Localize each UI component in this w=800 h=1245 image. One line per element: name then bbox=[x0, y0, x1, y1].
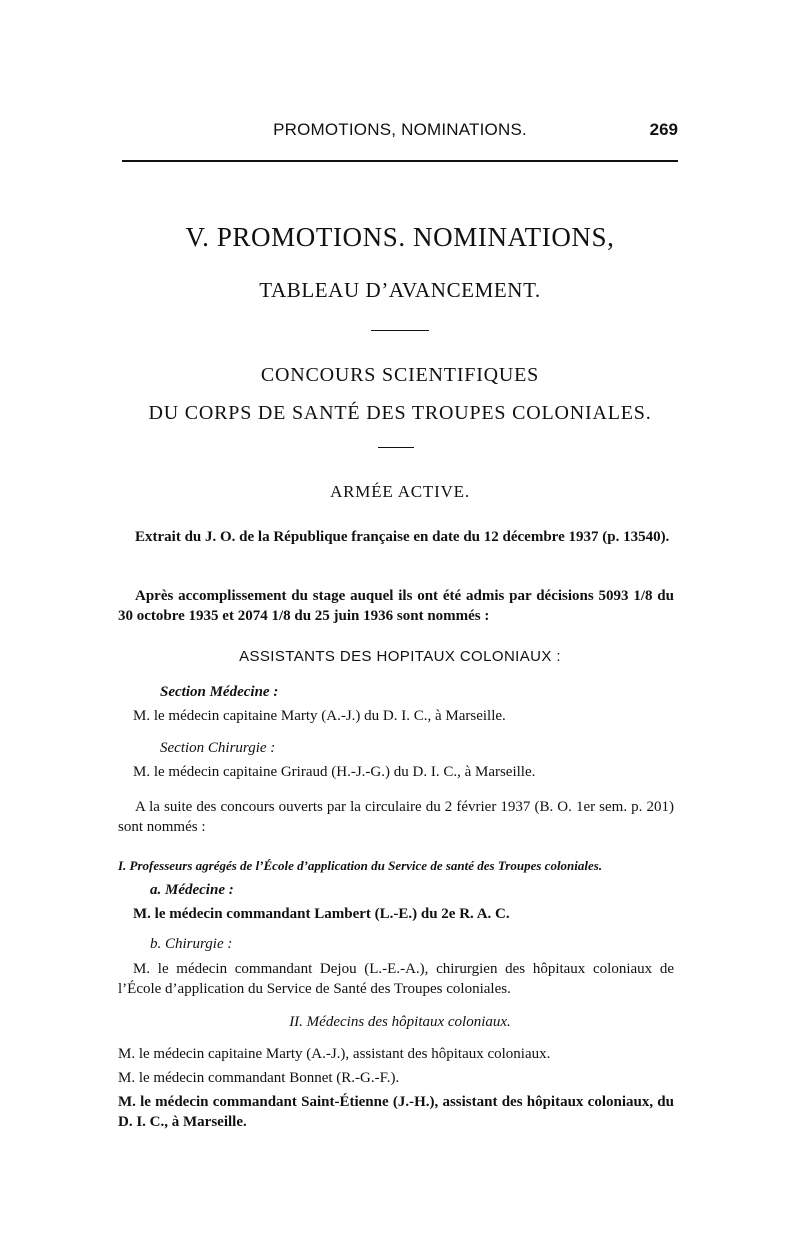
concours-heading-line2: DU CORPS DE SANTÉ DES TROUPES COLONIALES. bbox=[148, 402, 652, 424]
section-title: V. PROMOTIONS. NOMINATIONS, bbox=[185, 222, 615, 252]
assistants-heading: ASSISTANTS DES HOPITAUX COLONIAUX : bbox=[239, 648, 561, 665]
armee-active-heading: ARMÉE ACTIVE. bbox=[330, 482, 470, 501]
dejou-nomination: M. le médecin commandant Dejou (L.-E.-A.), chirurgien des hôpitaux coloniaux de l’École d’application du Service de Santé des Troupes coloniales. bbox=[118, 961, 674, 997]
saint-etienne-nomination: M. le médecin commandant Saint-Étienne (J.-H.), assistant des hôpitaux coloniaux, du D. I. C., à Marseille. bbox=[118, 1094, 674, 1130]
medecins-heading-text: II. Médecins des hôpitaux coloniaux. bbox=[289, 1014, 511, 1030]
running-header bbox=[122, 120, 678, 144]
section-subtitle: TABLEAU D’AVANCEMENT. bbox=[259, 278, 541, 302]
section-chirurgie-label: Section Chirurgie : bbox=[160, 740, 276, 756]
running-title: PROMOTIONS, NOMINATIONS. bbox=[273, 120, 527, 139]
apres-paragraph: Après accomplissement du stage auquel ils ont été admis par décisions 5093 1/8 du 30 octobre 1935 et 2074 1/8 du 25 juin 1936 sont nommés : bbox=[118, 588, 674, 624]
header-rule bbox=[122, 160, 678, 162]
marty-nomination: M. le médecin capitaine Marty (A.-J.) du D. I. C., à Marseille. bbox=[133, 708, 506, 724]
sub-chirurgie-label: b. Chirurgie : bbox=[150, 936, 233, 952]
extrait-paragraph: Extrait du J. O. de la République française en date du 12 décembre 1937 (p. 13540). bbox=[135, 529, 670, 545]
professeurs-heading: I. Professeurs agrégés de l’École d’application du Service de santé des Troupes coloniales. bbox=[118, 858, 603, 873]
concours-divider bbox=[378, 447, 414, 448]
sub-medecine-label: a. Médecine : bbox=[150, 882, 234, 898]
bonnet-nomination: M. le médecin commandant Bonnet (R.-G.-F.). bbox=[118, 1070, 400, 1086]
suite-concours-paragraph: A la suite des concours ouverts par la circulaire du 2 février 1937 (B. O. 1er sem. p. 201) sont nommés : bbox=[118, 799, 674, 835]
page-number: 269 bbox=[649, 120, 678, 139]
griraud-nomination: M. le médecin capitaine Griraud (H.-J.-G.) du D. I. C., à Marseille. bbox=[133, 764, 536, 780]
section-medecine-label: Section Médecine : bbox=[160, 684, 279, 700]
medecins-heading bbox=[0, 1014, 800, 1031]
title-divider bbox=[371, 330, 429, 331]
lambert-nomination: M. le médecin commandant Lambert (L.-E.) du 2e R. A. C. bbox=[133, 906, 510, 922]
concours-heading-line1: CONCOURS SCIENTIFIQUES bbox=[260, 364, 540, 386]
marty-assistant-nomination: M. le médecin capitaine Marty (A.-J.), assistant des hôpitaux coloniaux. bbox=[118, 1046, 551, 1062]
